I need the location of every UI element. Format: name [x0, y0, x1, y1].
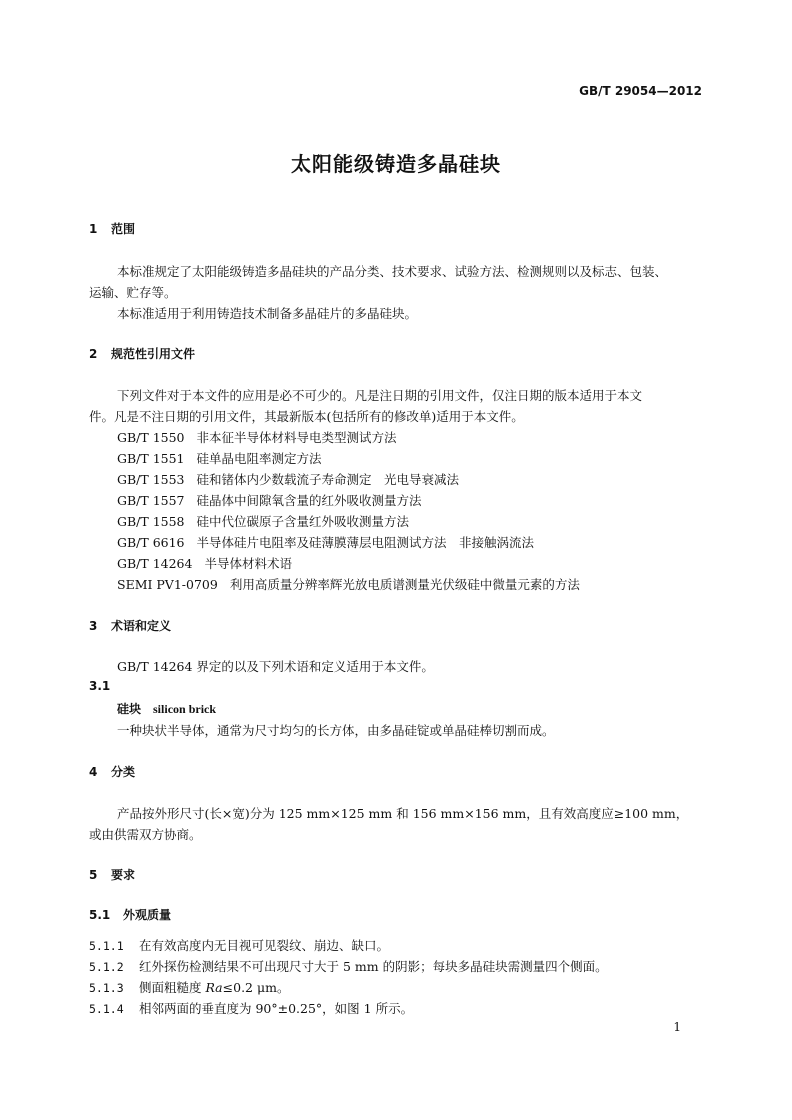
reference-item: GB/T 1551 硅单晶电阻率测定方法 [117, 451, 322, 466]
term-chinese: 硅块 [117, 702, 142, 716]
section-number: 2 [89, 347, 98, 361]
s3-paragraph: GB/T 14264 界定的以及下列术语和定义适用于本文件。 [117, 659, 434, 674]
requirement-item: 5.1.1 在有效高度内无目视可见裂纹、崩边、缺口。 [89, 938, 390, 953]
section-3-heading [89, 617, 171, 634]
section-5-heading [89, 866, 135, 883]
reference-item: GB/T 1557 硅晶体中间隙氧含量的红外吸收测量方法 [117, 493, 422, 508]
subsection-number: 5.1 [89, 908, 111, 922]
term-heading [117, 700, 216, 717]
s4-paragraph-line-2: 或由供需双方协商。 [89, 827, 202, 842]
reference-item: GB/T 6616 半导体硅片电阻率及硅薄膜薄层电阻测试方法 非接触涡流法 [117, 535, 535, 550]
document-title: 太阳能级铸造多晶硅块 [291, 152, 501, 176]
subsection-5-1-heading [89, 906, 171, 923]
section-number: 5 [89, 868, 98, 882]
requirement-item: 5.1.3 侧面粗糙度 Ra≤0.2 μm。 [89, 980, 290, 995]
section-title: 术语和定义 [111, 619, 172, 633]
reference-item: GB/T 1558 硅中代位碳原子含量红外吸收测量方法 [117, 514, 410, 529]
requirement-item: 5.1.2 红外探伤检测结果不可出现尺寸大于 5 mm 的阴影；每块多晶硅块需测量四个侧面。 [89, 959, 608, 974]
s1-paragraph-1-line-2: 运输、贮存等。 [89, 285, 177, 300]
standard-number: GB/T 29054—2012 [579, 84, 702, 98]
term-number: 3.1 [89, 679, 111, 693]
section-title: 规范性引用文件 [111, 347, 196, 361]
page-number: 1 [673, 1020, 681, 1034]
section-number: 4 [89, 765, 98, 779]
reference-item: GB/T 1550 非本征半导体材料导电类型测试方法 [117, 430, 397, 445]
term-english: silicon brick [153, 702, 217, 716]
section-1-heading [89, 220, 135, 237]
s2-paragraph-line-1: 下列文件对于本文件的应用是必不可少的。凡是注日期的引用文件，仅注日期的版本适用于本文 [117, 388, 643, 403]
section-4-heading [89, 763, 135, 780]
section-title: 分类 [111, 765, 136, 779]
requirement-item: 5.1.4 相邻两面的垂直度为 90°±0.25°，如图 1 所示。 [89, 1001, 414, 1016]
s4-paragraph-line-1: 产品按外形尺寸(长×宽)分为 125 mm×125 mm 和 156 mm×156 mm，且有效高度应≥100 mm， [117, 806, 689, 821]
s1-paragraph-2: 本标准适用于利用铸造技术制备多晶硅片的多晶硅块。 [117, 306, 418, 321]
section-2-heading [89, 345, 195, 362]
reference-item: GB/T 1553 硅和锗体内少数载流子寿命测定 光电导衰减法 [117, 472, 460, 487]
subsection-title: 外观质量 [123, 908, 172, 922]
s1-paragraph-1-line-1: 本标准规定了太阳能级铸造多晶硅块的产品分类、技术要求、试验方法、检测规则以及标志、包装、 [117, 264, 668, 279]
reference-item: GB/T 14264 半导体材料术语 [117, 556, 292, 571]
reference-item: SEMI PV1-0709 利用高质量分辨率辉光放电质谱测量光伏级硅中微量元素的方法 [117, 577, 580, 592]
section-number: 1 [89, 222, 98, 236]
s2-paragraph-line-2: 件。凡是不注日期的引用文件，其最新版本(包括所有的修改单)适用于本文件。 [89, 409, 524, 424]
section-title: 范围 [111, 222, 136, 236]
term-definition: 一种块状半导体，通常为尺寸均匀的长方体，由多晶硅锭或单晶硅棒切割而成。 [117, 723, 555, 738]
section-title: 要求 [111, 868, 136, 882]
section-number: 3 [89, 619, 98, 633]
